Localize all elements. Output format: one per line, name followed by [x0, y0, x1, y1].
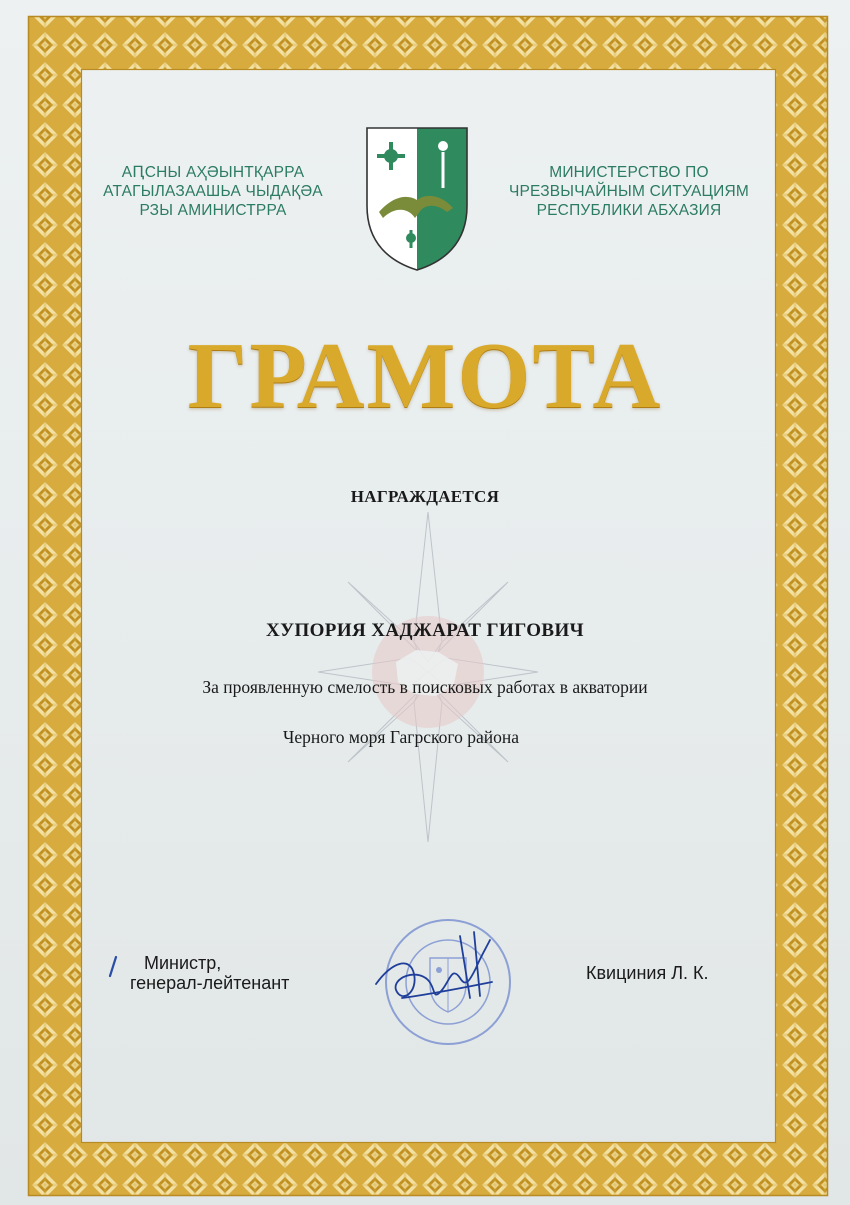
signatory-name: Квициния Л. К. [586, 963, 709, 983]
official-stamp-icon [362, 918, 532, 1048]
header-russian-ministry-name [488, 163, 770, 220]
header-right-line-1: МИНИСТЕРСТВО ПО [549, 164, 709, 181]
recipient-name: ХУПОРИЯ ХАДЖАРАТ ГИГОВИЧ [265, 620, 584, 641]
header-left-line-3: РЗЫ АМИНИСТРРА [139, 202, 287, 219]
award-reason-line-1: За проявленную смелость в поисковых работах в акватории [202, 677, 648, 697]
award-reason-line-2: Черного моря Гагрского района [282, 727, 519, 747]
certificate-title: ГРАМОТА [187, 324, 663, 428]
header-abkhaz-ministry-name [82, 163, 344, 220]
header-right-line-3: РЕСПУБЛИКИ АБХАЗИЯ [536, 202, 722, 219]
signatory-position-line-1: Министр, [144, 953, 222, 973]
header-left-line-1: АԤСНЫ АҲӘЫНТҚАРРА [121, 164, 305, 181]
awarded-label: НАГРАЖДАЕТСЯ [350, 487, 500, 506]
pen-mark-icon [107, 956, 119, 978]
header-right-line-2: ЧРЕЗВЫЧАЙНЫМ СИТУАЦИЯМ [508, 183, 750, 200]
coat-of-arms-icon [365, 126, 469, 272]
header-left-line-2: АТАГЫЛАЗААШЬА ЧЫДАҚӘА [103, 183, 323, 200]
signatory-position [130, 953, 289, 993]
signatory-position-line-2: генерал-лейтенант [130, 973, 290, 993]
